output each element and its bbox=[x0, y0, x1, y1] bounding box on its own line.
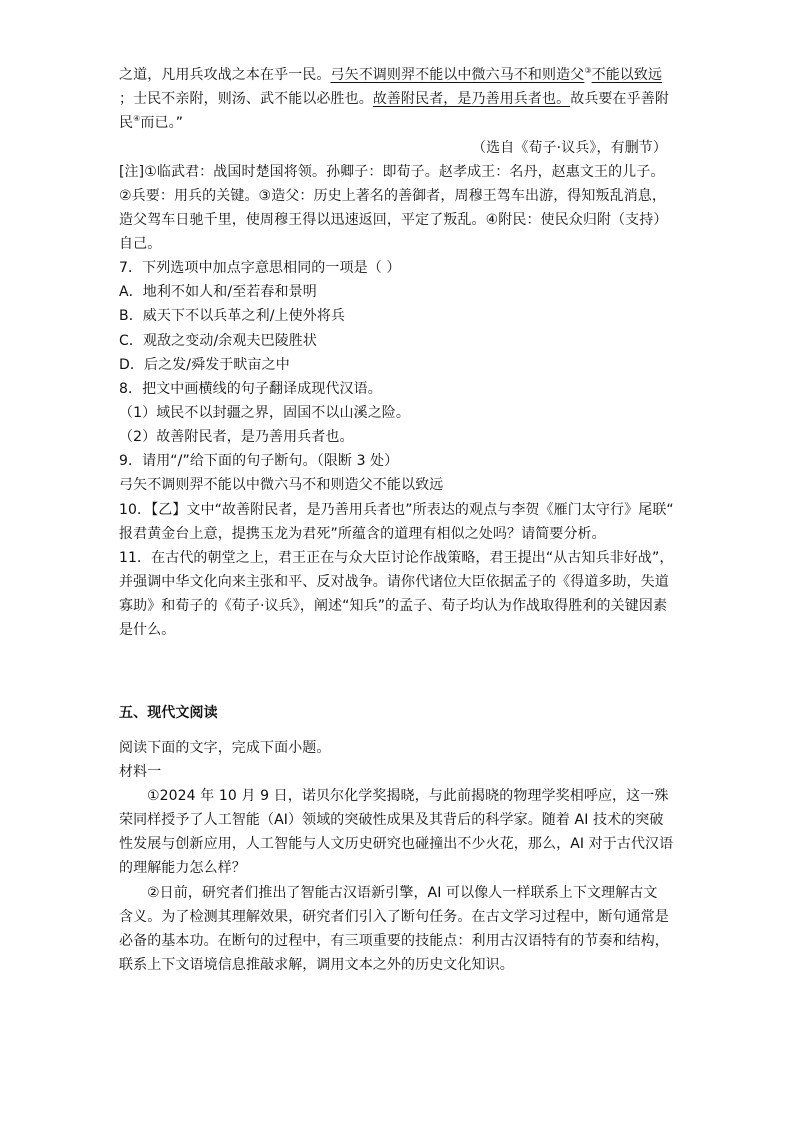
option-d: D．后之发/舜发于畎亩之中 bbox=[119, 357, 290, 373]
material-paragraph-line: 含义。为了检测其理解效果，研究者们引入了断句任务。在古文学习过程中，断句通常是 bbox=[119, 909, 669, 925]
underlined-sentence: 弓矢不调则羿不能以中微六马不和则造父 bbox=[330, 67, 585, 83]
material-paragraph-line: 荣同样授予了人工智能（AI）领域的突破性成果及其背后的科学家。随着 AI 技术的突破 bbox=[119, 812, 664, 828]
underlined-sentence: 故善附民者，是乃善用兵者也。 bbox=[372, 91, 571, 107]
question-9: 9．请用“/”给下面的句子断句。（限断 3 处） bbox=[119, 453, 399, 469]
question-8-item-2: （2）故善附民者，是乃善用兵者也。 bbox=[119, 429, 354, 445]
option-c: C．观敌之变动/余观夫巴陵胜状 bbox=[119, 333, 317, 349]
section-heading: 五、现代文阅读 bbox=[119, 705, 218, 721]
material-paragraph-line: 联系上下文语境信息推敲求解，调用文本之外的历史文化知识。 bbox=[119, 957, 514, 973]
option-a: A．地利不如人和/至若春和景明 bbox=[119, 284, 317, 300]
question-8-item-1: （1）域民不以封疆之界，固国不以山溪之险。 bbox=[119, 405, 411, 421]
question-11: 11．在古代的朝堂之上，君王正在与众大臣讨论作战策略，君王提出“从古知兵非好战”， bbox=[119, 550, 674, 566]
reading-instruction: 阅读下面的文字，完成下面小题。 bbox=[119, 740, 331, 756]
material-paragraph-line: ①2024 年 10 月 9 日，诺贝尔化学奖揭晓，与此前揭晓的物理学奖相呼应，这一殊 bbox=[147, 788, 669, 804]
note-line: ②兵要：用兵的关键。③造父：历史上著名的善御者，周穆王驾车出游，得知叛乱消息， bbox=[119, 188, 666, 204]
question-9-sentence: 弓矢不调则羿不能以中微六马不和则造父不能以致远 bbox=[119, 477, 444, 493]
footnote-marker: ③ bbox=[584, 66, 592, 75]
question-11-line: 寡助》和荀子的《荀子·议兵》，阐述“知兵”的孟子、荀子均认为作战取得胜利的关键因素 bbox=[119, 598, 668, 614]
passage-text: 故兵要在乎善附 bbox=[570, 91, 669, 107]
material-paragraph-line: 性发展与创新应用，人工智能与人文历史研究也碰撞出不少火花，那么，AI 对于古代汉语 bbox=[119, 836, 674, 852]
question-11-line: 并强调中华文化向来主张和平、反对战争。请你代诸位大臣依据孟子的《得道多助，失道 bbox=[119, 574, 669, 590]
passage-line bbox=[119, 112, 679, 136]
material-paragraph-line: ②日前，研究者们推出了智能古汉语新引擎，AI 可以像人一样联系上下文理解古文 bbox=[147, 885, 658, 901]
note-line: 自己。 bbox=[119, 236, 162, 252]
question-7: 7．下列选项中加点字意思相同的一项是（ ） bbox=[119, 260, 401, 276]
material-paragraph-line: 必备的基本功。在断句的过程中，有三项重要的技能点：利用古汉语特有的节奏和结构， bbox=[119, 933, 669, 949]
option-b: B．威天下不以兵革之利/上使外将兵 bbox=[119, 308, 346, 324]
question-11-line: 是什么。 bbox=[119, 622, 176, 638]
question-8: 8．把文中画横线的句子翻译成现代汉语。 bbox=[119, 381, 382, 397]
question-10-line: 报君黄金台上意，提携玉龙为君死”所蕴含的道理有相似之处吗？请简要分析。 bbox=[119, 526, 606, 542]
passage-line bbox=[119, 88, 679, 111]
note-line: 造父驾车日驰千里，使周穆王得以迅速返回，平定了叛乱。④附民：使民众归附（支持） bbox=[119, 212, 668, 228]
note-line: [注]①临武君：战国时楚国将领。孙卿子：即荀子。赵孝成王：名丹，赵惠文王的儿子。 bbox=[119, 164, 665, 180]
passage-text: 而已。” bbox=[140, 115, 184, 131]
material-label: 材料一 bbox=[119, 764, 162, 780]
passage-text: 民 bbox=[119, 115, 134, 131]
material-paragraph-line: 的理解能力怎么样？ bbox=[119, 860, 246, 876]
underlined-sentence: 不能以致远 bbox=[591, 67, 663, 83]
footnote-marker: ④ bbox=[133, 114, 141, 123]
passage-line bbox=[119, 64, 679, 88]
source-citation: （选自《荀子·议兵》，有删节） bbox=[472, 140, 667, 156]
passage-text: ；士民不亲附，则汤、武不能以必胜也。 bbox=[119, 91, 373, 107]
question-10: 10．【乙】文中“故善附民者，是乃善用兵者也”所表达的观点与李贺《雁门太守行》尾联“ bbox=[119, 502, 674, 518]
passage-text: 之道，凡用兵攻战之本在乎一民。 bbox=[119, 67, 331, 83]
